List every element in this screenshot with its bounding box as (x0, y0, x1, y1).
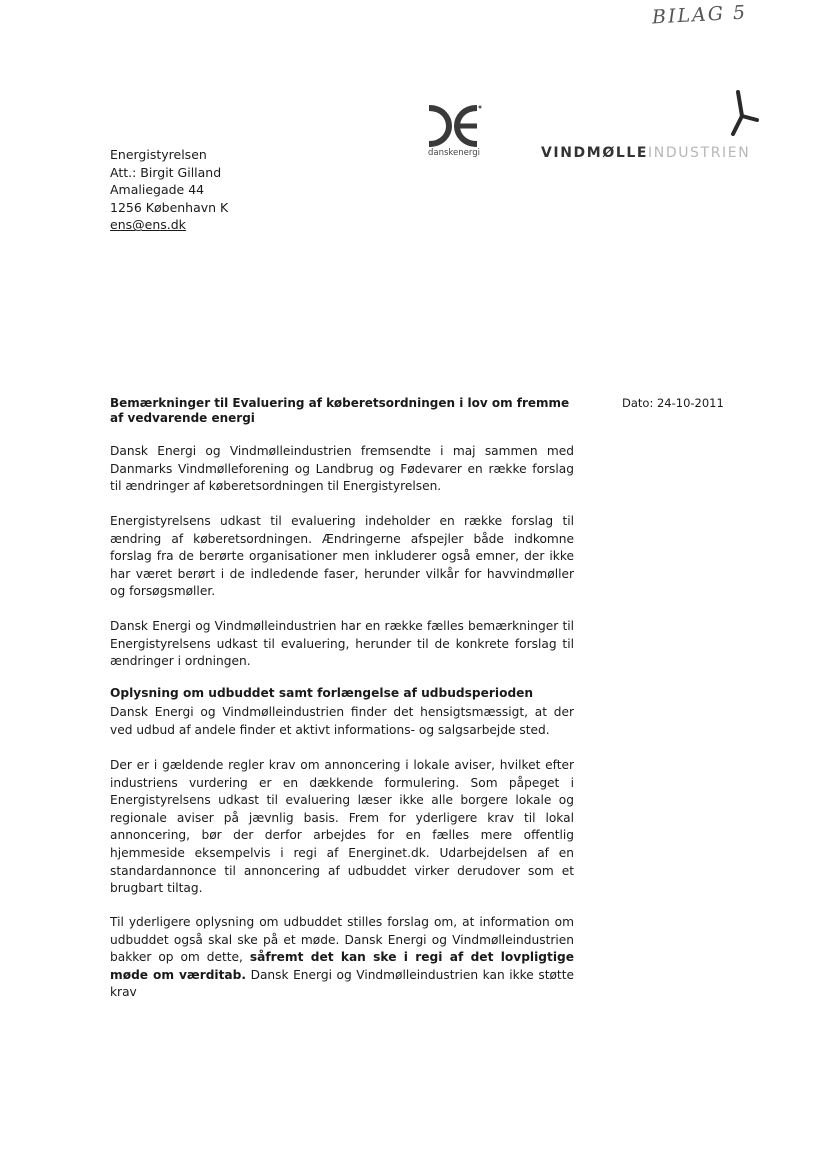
wordmark-part-1: VINDMØLLE (541, 145, 649, 161)
danskenergi-mark-icon (425, 104, 483, 148)
handwritten-annotation: BILAG 5 (651, 1, 748, 29)
danskenergi-logo (424, 104, 484, 168)
document-date: Dato: 24-10-2011 (622, 396, 724, 410)
vindmolleindustrien-logo (541, 90, 751, 162)
recipient-att: Att.: Birgit Gilland (110, 164, 222, 180)
paragraph-6-bold: såfremt det kan ske i regi af det lovpligtige møde om værditab. (110, 950, 574, 982)
section-heading: Oplysning om udbuddet samt forlængelse af udbudsperioden (110, 686, 534, 700)
wind-turbine-icon (721, 90, 761, 136)
danskenergi-label: danskenergi (428, 148, 480, 158)
recipient-street: Amaliegade 44 (110, 182, 205, 198)
recipient-email[interactable]: ens@ens.dk (110, 217, 186, 233)
paragraph-4: Dansk Energi og Vindmølleindustrien finder det hensigtsmæssigt, at der ved udbud af andele finder et aktivt informations- og salgsarbejde sted. (110, 705, 574, 737)
paragraph-2: Energistyrelsens udkast til evaluering indeholder en række forslag til ændring af køberetsordningen. Ændringerne afspejler både indkomne forslag fra de berørte organisationer men inkluderer også emner, der ikke har været berørt i de indledende faser, herunder vilkår for havvindmøller og forsøgsmøller. (110, 514, 574, 599)
recipient-city: 1256 København K (110, 199, 229, 215)
recipient-address (110, 146, 228, 234)
wordmark-part-2: INDUSTRIEN (648, 145, 751, 161)
recipient-org: Energistyrelsen (110, 147, 207, 162)
paragraph-6-end: Dansk Energi og Vindmølleindustrien kan ikke støtte krav (110, 967, 574, 1000)
paragraph-3: Dansk Energi og Vindmølleindustrien har en række fælles bemærkninger til Energistyrelsens udkast til evaluering, herunder til de konkrete forslag til ændringer i ordningen. (110, 619, 574, 669)
paragraph-5: Der er i gældende regler krav om annoncering i lokale aviser, hvilket efter industriens vurdering er en dækkende formulering. Som påpeget i Energistyrelsens udkast til evaluering læser ikke alle borgere lokale og regionale aviser på jævnlig basis. Frem for yderligere krav til lokal annoncering, bør der derfor arbejdes for en fælles mere offentlig hjemmeside eksempelvis i regi af Energinet.dk. Udarbejdelsen af en standardannonce til annoncering af udbuddet virker derudover som et brugbart tiltag. (110, 758, 574, 896)
document-title: Bemærkninger til Evaluering af køberetsordningen i lov om fremme af vedvarende energi (110, 396, 570, 425)
paragraph-6 (110, 914, 574, 1002)
paragraph-1: Dansk Energi og Vindmølleindustrien fremsendte i maj sammen med Danmarks Vindmølleforening og Landbrug og Fødevarer en række forslag til ændringer af køberetsordningen til Energistyrelsen. (110, 444, 574, 494)
vindmolleindustrien-wordmark (541, 145, 750, 161)
paragraph-6-start: Til yderligere oplysning om udbuddet stilles forslag om, at information om udbuddet også skal ske på et møde. Dansk Energi og Vindmølleindustrien bakker op om dette, (110, 915, 574, 965)
